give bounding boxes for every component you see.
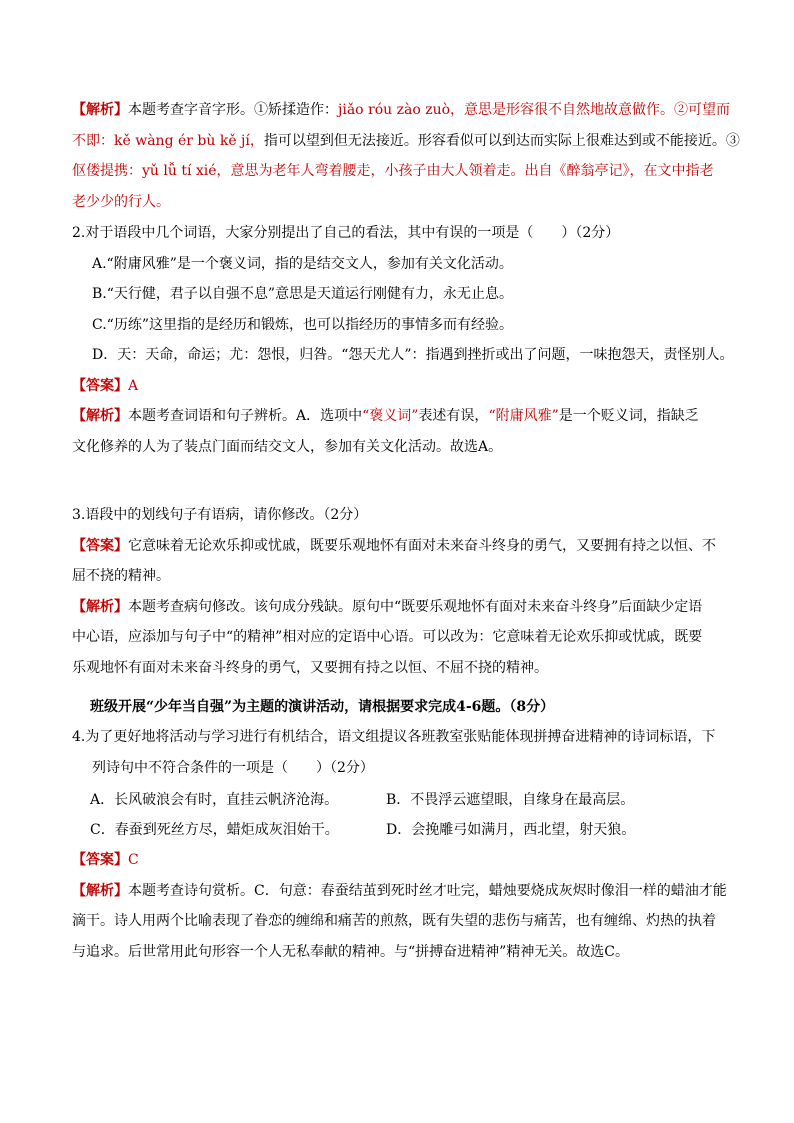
q3-analysis-line-2: 中心语，应添加与句子中“的精神”相对应的定语中心语。可以改为：它意味着无论欢乐抑或忧戚，既要: [72, 629, 703, 645]
q2-analysis-text-2: 表述有误，: [418, 408, 489, 424]
q3-analysis-line-3: 乐观地怀有面对未来奋斗终身的勇气，又要拥有持之以恒、不屈不挠的精神。: [72, 659, 548, 676]
q1-analysis-text-2: 指可以望到但无法接近。形容看似可以到达而实际上很难达到或不能接近。③: [263, 132, 740, 149]
pinyin-ke-wang: kě wàng ér bù kě jí，: [114, 132, 264, 149]
q4-analysis-line-1: [72, 876, 726, 907]
q2-analysis-highlight-1: “褒义词”: [362, 408, 419, 424]
analysis-tag: 【解析】: [72, 102, 128, 118]
q4-analysis-line-2: 滴干。诗人用两个比喻表现了眷恋的缠绵和痛苦的煎熬，既有失望的悲伤与痛苦，也有缠绵、灼热的执着: [72, 913, 716, 929]
section-heading: 班级开展“少年当自强”为主题的演讲活动，请根据要求完成4-6题。（8分）: [90, 699, 555, 715]
q4-option-c: C．春蚕到死丝方尽，蜡炬成灰泪始干。: [90, 822, 339, 838]
q3-analysis-line-1: [72, 592, 726, 623]
q2-analysis-line-1: [72, 401, 726, 432]
q4-option-b: B．不畏浮云遮望眼，自缘身在最高层。: [386, 792, 635, 808]
q4-option-a: A．长风破浪会有时，直挂云帆济沧海。: [90, 792, 339, 808]
q2-analysis-highlight-2: “附庸风雅”: [488, 408, 559, 424]
q1-analysis-line-3: [72, 156, 726, 187]
question-3: [72, 500, 726, 683]
q4-answer: [72, 845, 726, 876]
pinyin-jiao-rou-zao-zuo: jiǎo róu zào zuò，意思是形容很不自然地故意做作。②可望而: [338, 102, 731, 118]
q2-analysis-line-2: 文化修养的人为了装点门面而结交文人，参加有关文化活动。故选A。: [72, 438, 503, 455]
q1-analysis-line-2: [72, 126, 740, 157]
q4-analysis-text: 本题考查诗句赏析。C．句意：春蚕结茧到死时丝才吐完，蜡烛要烧成灰烬时像泪一样的蜡油才能: [128, 882, 727, 899]
q2-option-c: C.“历练”这里指的是经历和锻炼，也可以指经历的事情多而有经验。: [92, 316, 513, 333]
question-4: [72, 722, 726, 783]
answer-tag: 【答案】: [72, 377, 128, 394]
q1-analysis: [72, 95, 740, 217]
q1-analysis-line-4: 老少少的行人。: [72, 193, 170, 210]
analysis-tag: 【解析】: [72, 882, 128, 899]
q2-option-b: B.“天行健，君子以自强不息”意思是天道运行刚健有力，永无止息。: [92, 286, 514, 302]
q4-answer-value: C: [128, 852, 139, 868]
analysis-tag: 【解析】: [72, 598, 128, 615]
q1-analysis-line-1: [72, 95, 731, 126]
q4-stem-line-2: 列诗句中不符合条件的一项是（ ）（2分）: [92, 759, 374, 776]
analysis-tag: 【解析】: [72, 408, 128, 424]
q3-stem: 3.语段中的划线句子有语病，请你修改。（2分）: [72, 507, 368, 523]
q2-answer-value: A: [128, 377, 139, 394]
word-ke-wang-er-bu-ji: 不即：: [72, 132, 114, 149]
question-2: [72, 218, 734, 462]
q1-analysis-text: 本题考查字音字形。①矫揉造作：: [128, 102, 338, 118]
pinyin-yu-lv-ti-xie: yǔ lǚ tí xié，意思为老年人弯着腰走，小孩子由大人领着走。出自《醉翁亭记》，在文中指老: [142, 163, 714, 179]
q3-answer-line-1: [72, 531, 726, 562]
q3-answer-line-2: 屈不挠的精神。: [72, 568, 170, 584]
q4-analysis-line-3: 与追求。后世常用此句形容一个人无私奉献的精神。与“拼搏奋进精神”精神无关。故选C。: [72, 943, 630, 960]
word-yu-lv-ti-xie: 伛偻提携：: [72, 163, 142, 179]
answer-tag: 【答案】: [72, 852, 128, 868]
q4-stem-line-1: 4.为了更好地将活动与学习进行有机结合，语文组提议各班教室张贴能体现拼搏奋进精神的诗词标语，下: [72, 729, 716, 745]
q4-option-d: D．会挽雕弓如满月，西北望，射天狼。: [386, 822, 636, 838]
q2-option-d: D．天：天命，命运；尤：怨恨，归咎。“怨天尤人”：指遇到挫折或出了问题，一味抱怨天，责怪别人。: [92, 347, 734, 363]
q2-analysis-text-3: 是一个贬义词，指缺乏: [558, 408, 699, 424]
q3-answer-text: 它意味着无论欢乐抑或忧戚，既要乐观地怀有面对未来奋斗终身的勇气，又要拥有持之以恒、不: [128, 537, 716, 554]
q2-option-a: A.“附庸风雅”是一个褒义词，指的是结交文人，参加有关文化活动。: [92, 255, 513, 272]
q2-analysis-text: 本题考查词语和句子辨析。A．选项中: [128, 408, 363, 424]
answer-tag: 【答案】: [72, 537, 128, 554]
q2-answer: [72, 371, 726, 402]
q3-analysis-text: 本题考查病句修改。该句成分残缺。原句中“既要乐观地怀有面对未来奋斗终身”后面缺少定语: [128, 598, 703, 615]
q4-answer-analysis: [72, 845, 726, 967]
q2-stem: 2.对于语段中几个词语，大家分别提出了自己的看法，其中有误的一项是（ ）（2分）: [72, 225, 620, 241]
